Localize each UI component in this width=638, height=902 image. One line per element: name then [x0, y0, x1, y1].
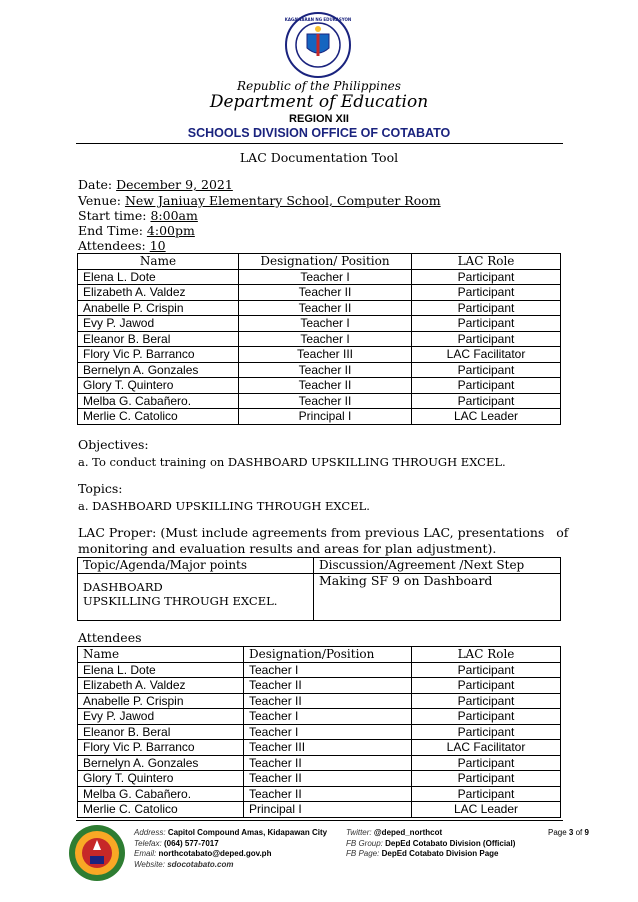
cell-name: Elizabeth A. Valdez: [78, 285, 239, 301]
table-row: [78, 378, 561, 394]
end-value: 4:00pm: [146, 223, 195, 238]
table-row: [78, 709, 561, 725]
cell-role: Participant: [412, 378, 561, 394]
department-text: Department of Education: [209, 92, 429, 112]
cell-role: LAC Facilitator: [412, 740, 561, 756]
cell-role: LAC Facilitator: [412, 347, 561, 363]
attendance-table-1: [77, 253, 561, 425]
attendees-label: Attendees:: [78, 238, 150, 253]
table-row: [78, 724, 561, 740]
address-label: Address:: [134, 828, 166, 837]
lac-proper-line2: monitoring and evaluation results and areas for plan adjustment).: [78, 541, 497, 556]
table-row: [78, 269, 561, 285]
header-role: LAC Role: [412, 254, 561, 270]
deped-seal: [285, 12, 351, 78]
cell-name: Anabelle P. Crispin: [78, 693, 244, 709]
page-total: 9: [584, 828, 589, 837]
cell-role: Participant: [412, 316, 561, 332]
footer: [0, 820, 638, 902]
attendance-table-2: [77, 646, 561, 818]
attendees-count: 10: [149, 238, 166, 253]
cell-role: Participant: [412, 362, 561, 378]
date-line: [78, 177, 233, 193]
cell-designation: Principal I: [239, 409, 412, 425]
cell-role: Participant: [412, 662, 561, 678]
venue-value: New Janiuay Elementary School, Computer Room: [124, 193, 441, 208]
cell-name: Bernelyn A. Gonzales: [78, 362, 239, 378]
agenda-topic-cell: [78, 573, 314, 620]
fbpage-value: DepEd Cotabato Division Page: [381, 849, 499, 858]
cell-designation: Teacher II: [239, 300, 412, 316]
cell-designation: Teacher II: [239, 378, 412, 394]
cell-name: Anabelle P. Crispin: [78, 300, 239, 316]
cell-name: Melba G. Cabañero.: [78, 393, 239, 409]
end-line: [78, 223, 195, 239]
date-label: Date:: [78, 177, 117, 192]
website-value: sdocotabato.com: [167, 859, 234, 869]
header-role: LAC Role: [412, 647, 561, 663]
cell-name: Bernelyn A. Gonzales: [78, 755, 244, 771]
cell-role: Participant: [412, 678, 561, 694]
header-divider: [76, 143, 563, 144]
twitter-label: Twitter:: [346, 828, 372, 837]
division-text: SCHOOLS DIVISION OFFICE OF COTABATO: [187, 126, 451, 140]
cell-role: Participant: [412, 693, 561, 709]
footer-divider: [76, 820, 563, 821]
lac-proper-line1: LAC Proper: (Must include agreements from previous LAC, presentations of: [78, 525, 569, 540]
table-row: [78, 802, 561, 818]
document-title: LAC Documentation Tool: [239, 150, 399, 165]
cell-role: Participant: [412, 285, 561, 301]
cell-designation: Teacher III: [239, 347, 412, 363]
email-label: Email:: [134, 849, 157, 858]
objectives-heading: Objectives:: [78, 437, 149, 452]
cell-designation: Teacher I: [244, 662, 412, 678]
cell-name: Elena L. Dote: [78, 662, 244, 678]
fbgroup-value: DepEd Cotabato Division (Official): [385, 838, 516, 848]
attendees-line: [78, 238, 166, 254]
cell-designation: Teacher II: [239, 285, 412, 301]
page-of: of: [573, 828, 585, 837]
telefax-label: Telefax:: [134, 838, 162, 848]
table-header-row: [78, 647, 561, 663]
page-prefix: Page: [548, 828, 569, 837]
table-row: [78, 755, 561, 771]
cell-role: Participant: [412, 709, 561, 725]
table-row: [78, 740, 561, 756]
cell-name: Glory T. Quintero: [78, 771, 244, 787]
date-value: December 9, 2021: [116, 177, 233, 192]
header-designation: Designation/ Position: [239, 254, 412, 270]
table-row: [78, 362, 561, 378]
cell-name: Elena L. Dote: [78, 269, 239, 285]
cell-name: Flory Vic P. Barranco: [78, 740, 244, 756]
table-row: [78, 347, 561, 363]
region-text: REGION XII: [289, 113, 349, 125]
republic-text: Republic of the Philippines: [237, 79, 401, 93]
start-line: [78, 208, 198, 224]
cell-name: Melba G. Cabañero.: [78, 786, 244, 802]
venue-label: Venue:: [78, 193, 125, 208]
address-value: Capitol Compound Amas, Kidapawan City: [167, 828, 328, 837]
cell-role: Participant: [412, 771, 561, 787]
table-row: [78, 786, 561, 802]
cell-designation: Teacher I: [239, 316, 412, 332]
attendees-heading: Attendees: [78, 630, 142, 645]
cell-role: Participant: [412, 755, 561, 771]
cell-designation: Teacher II: [239, 393, 412, 409]
cell-designation: Principal I: [244, 802, 412, 818]
cell-designation: Teacher II: [244, 693, 412, 709]
table-row: [78, 300, 561, 316]
table-row: [78, 331, 561, 347]
agenda-discussion-cell: Making SF 9 on Dashboard: [314, 573, 561, 620]
cell-designation: Teacher II: [244, 678, 412, 694]
footer-right-block: [346, 828, 515, 860]
cell-role: LAC Leader: [412, 409, 561, 425]
cell-role: Participant: [412, 331, 561, 347]
cell-designation: Teacher II: [239, 362, 412, 378]
table-row: [78, 662, 561, 678]
cell-name: Evy P. Jawod: [78, 316, 239, 332]
seal-lettering: KAGAWARAN NG EDUKASYON: [285, 17, 351, 22]
table-header-row: [78, 254, 561, 270]
start-value: 8:00am: [150, 208, 198, 223]
cell-designation: Teacher III: [244, 740, 412, 756]
table-row: [78, 678, 561, 694]
page-number: [548, 828, 589, 839]
cell-name: Flory Vic P. Barranco: [78, 347, 239, 363]
agenda-topic-line2: UPSKILLING THROUGH EXCEL.: [83, 593, 278, 608]
telefax-value: (064) 577-7017: [163, 838, 219, 848]
cell-role: Participant: [412, 300, 561, 316]
website-label: Website:: [134, 859, 165, 869]
topics-heading: Topics:: [78, 481, 123, 496]
cell-role: Participant: [412, 269, 561, 285]
table-row: [78, 771, 561, 787]
cell-designation: Teacher II: [244, 771, 412, 787]
page-current: 3: [568, 828, 574, 837]
table-row: [78, 409, 561, 425]
header-name: Name: [78, 254, 239, 270]
cell-designation: Teacher I: [244, 709, 412, 725]
cell-designation: Teacher I: [244, 724, 412, 740]
email-value: northcotabato@deped.gov.ph: [158, 849, 272, 858]
cell-designation: Teacher I: [239, 331, 412, 347]
division-logo: [68, 824, 126, 882]
cell-designation: Teacher II: [244, 786, 412, 802]
table-row: [78, 285, 561, 301]
cell-role: Participant: [412, 724, 561, 740]
agenda-row: [78, 573, 561, 620]
cell-role: Participant: [412, 786, 561, 802]
cell-name: Elizabeth A. Valdez: [78, 678, 244, 694]
cell-role: LAC Leader: [412, 802, 561, 818]
twitter-value: @deped_northcot: [373, 828, 443, 837]
cell-name: Evy P. Jawod: [78, 709, 244, 725]
cell-name: Glory T. Quintero: [78, 378, 239, 394]
table-row: [78, 693, 561, 709]
cell-name: Eleanor B. Beral: [78, 331, 239, 347]
cell-role: Participant: [412, 393, 561, 409]
table-row: [78, 316, 561, 332]
fbgroup-label: FB Group:: [346, 838, 383, 848]
cell-name: Merlie C. Catolico: [78, 409, 239, 425]
agenda-header-discussion: Discussion/Agreement /Next Step: [314, 558, 561, 574]
cell-designation: Teacher I: [239, 269, 412, 285]
agenda-topic-line1: DASHBOARD: [83, 579, 163, 594]
cell-designation: Teacher II: [244, 755, 412, 771]
header-designation: Designation/Position: [244, 647, 412, 663]
start-label: Start time:: [78, 208, 151, 223]
footer-left-block: [134, 828, 327, 870]
cell-name: Eleanor B. Beral: [78, 724, 244, 740]
objectives-item: a. To conduct training on DASHBOARD UPSKILLING THROUGH EXCEL.: [78, 455, 506, 469]
cell-name: Merlie C. Catolico: [78, 802, 244, 818]
header-name: Name: [78, 647, 244, 663]
fbpage-label: FB Page:: [346, 849, 380, 858]
venue-line: [78, 193, 441, 209]
end-label: End Time:: [78, 223, 147, 238]
agenda-table: [77, 557, 561, 621]
agenda-header-row: [78, 558, 561, 574]
table-row: [78, 393, 561, 409]
topics-item: a. DASHBOARD UPSKILLING THROUGH EXCEL.: [78, 499, 370, 513]
agenda-header-topic: Topic/Agenda/Major points: [78, 558, 314, 574]
